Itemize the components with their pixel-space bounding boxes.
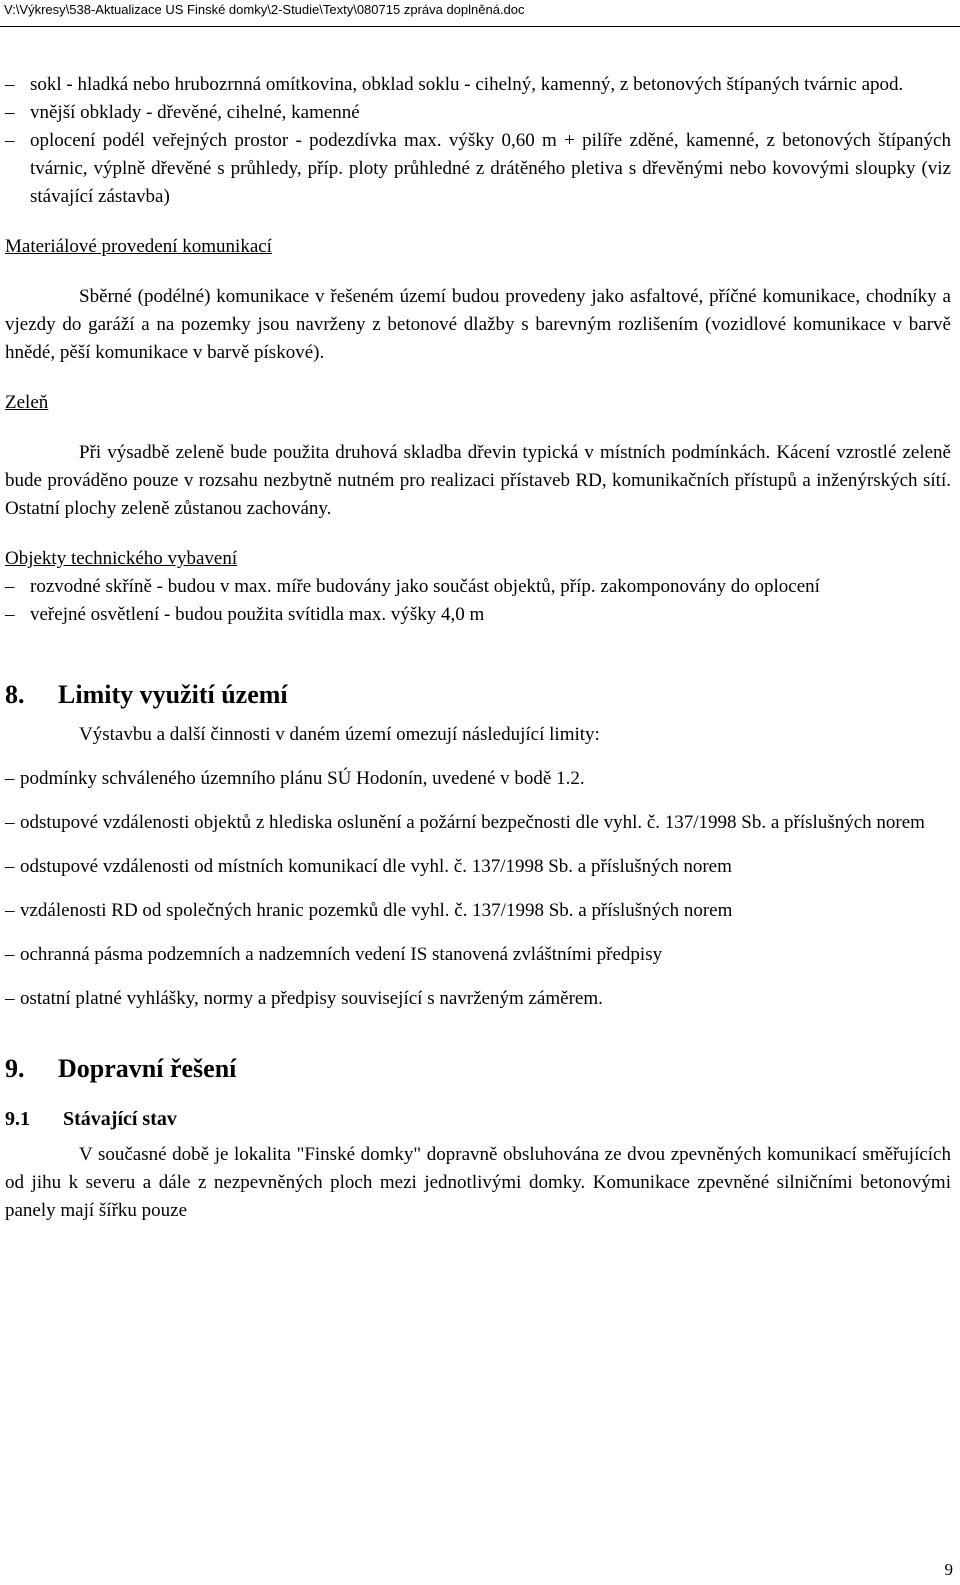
list-item [5,985,951,1013]
section-8-intro: Výstavbu a další činnosti v daném území omezují následující limity: [79,724,600,745]
list-item-text: vzdálenosti RD od společných hranic pozemků dle vyhl. č. 137/1998 Sb. a příslušných norem [20,900,733,921]
list-item [5,941,951,969]
dash-bullet: – [5,768,15,789]
list-item-text: sokl - hladká nebo hrubozrnná omítkovina, obklad soklu - cihelný, kamenný, z betonových štípaných tvárnic apod. [30,74,904,95]
list-item [5,897,951,925]
section-9-title: Dopravní řešení [58,1054,237,1083]
header-divider [0,26,960,27]
list-item-text: odstupové vzdálenosti od místních komunikací dle vyhl. č. 137/1998 Sb. a příslušných norem [20,856,732,877]
list-item-text: odstupové vzdálenosti objektů z hlediska oslunění a požární bezpečnosti dle vyhl. č. 137/1998 Sb. a příslušných norem [20,812,925,833]
dash-bullet: – [5,576,15,597]
materials-paragraph: Sběrné (podélné) komunikace v řešeném území budou provedeny jako asfaltové, příčné komunikace, chodníky a vjezdy do garáží a na pozemky jsou navrženy z betonové dlažby s barevným rozlišením (vozidlové komunikace v barvě hnědé, pěší komunikace v barvě pískové). [5,286,951,363]
list-item [5,853,951,881]
greenery-heading: Zeleň [5,392,49,413]
list-item [5,127,951,211]
materials-heading: Materiálové provedení komunikací [5,236,272,257]
list-item-text: vnější obklady - dřevěné, cihelné, kamenné [30,102,360,123]
section-9-heading [5,1053,951,1085]
dash-bullet: – [5,130,15,151]
dash-bullet: – [5,900,15,921]
page-number: 9 [944,1560,953,1579]
list-item [5,99,951,127]
section-9-number: 9. [5,1054,25,1083]
dash-bullet: – [5,856,15,877]
dash-bullet: – [5,944,15,965]
section-8-heading [5,679,951,711]
list-item-text: oplocení podél veřejných prostor - podezdívka max. výšky 0,60 m + pilíře zděné, kamenné, z betonových štípaných tvárnic, výplně dřevěné s průhledy, příp. ploty průhledné z drátěného pletiva s dřevěnými nebo kovovými sloupky (viz stávající zástavba) [30,130,951,207]
document-body [5,71,951,1225]
file-path-header: V:\Výkresy\538-Aktualizace US Finské domky\2-Studie\Texty\080715 zpráva doplněná.doc [4,2,525,17]
list-item-text: veřejné osvětlení - budou použita svítidla max. výšky 4,0 m [30,604,485,625]
section-9-1-paragraph: V současné době je lokalita "Finské domky" dopravně obsluhována ze dvou zpevněných komunikací směřujících od jihu k severu a dále z nezpevněných ploch mezi jednotlivými domky. Komunikace zpevněné silničními betonovými panely mají šířku pouze [5,1144,951,1221]
section-8-title: Limity využití území [58,680,288,709]
dash-bullet: – [5,988,15,1009]
tech-objects-heading: Objekty technického vybavení [5,548,238,569]
section-8-number: 8. [5,680,25,709]
dash-bullet: – [5,74,15,95]
list-item [5,573,951,601]
list-item [5,601,951,629]
section-9-1-heading [5,1105,951,1133]
tech-objects-list [5,573,951,629]
list-item-text: podmínky schváleného územního plánu SÚ Hodonín, uvedené v bodě 1.2. [20,768,585,789]
list-item-text: ostatní platné vyhlášky, normy a předpisy související s navrženým záměrem. [20,988,603,1009]
dash-bullet: – [5,102,15,123]
section-9-1-number: 9.1 [5,1108,30,1130]
dash-bullet: – [5,604,15,625]
greenery-paragraph: Při výsadbě zeleně bude použita druhová skladba dřevin typická v místních podmínkách. Kácení vzrostlé zeleně bude prováděno pouze v rozsahu nezbytně nutném pro realizaci přístaveb RD, komunikačních přístupů a inženýrských sítí. Ostatní plochy zeleně zůstanou zachovány. [5,442,951,519]
list-item [5,71,951,99]
list-item [5,809,951,837]
list-item [5,765,951,793]
limits-list [5,749,951,1013]
section-9-1-title: Stávající stav [63,1108,177,1130]
fence-list [5,71,951,211]
list-item-text: rozvodné skříně - budou v max. míře budovány jako součást objektů, příp. zakomponovány do oplocení [30,576,820,597]
dash-bullet: – [5,812,15,833]
list-item-text: ochranná pásma podzemních a nadzemních vedení IS stanovená zvláštními předpisy [20,944,663,965]
